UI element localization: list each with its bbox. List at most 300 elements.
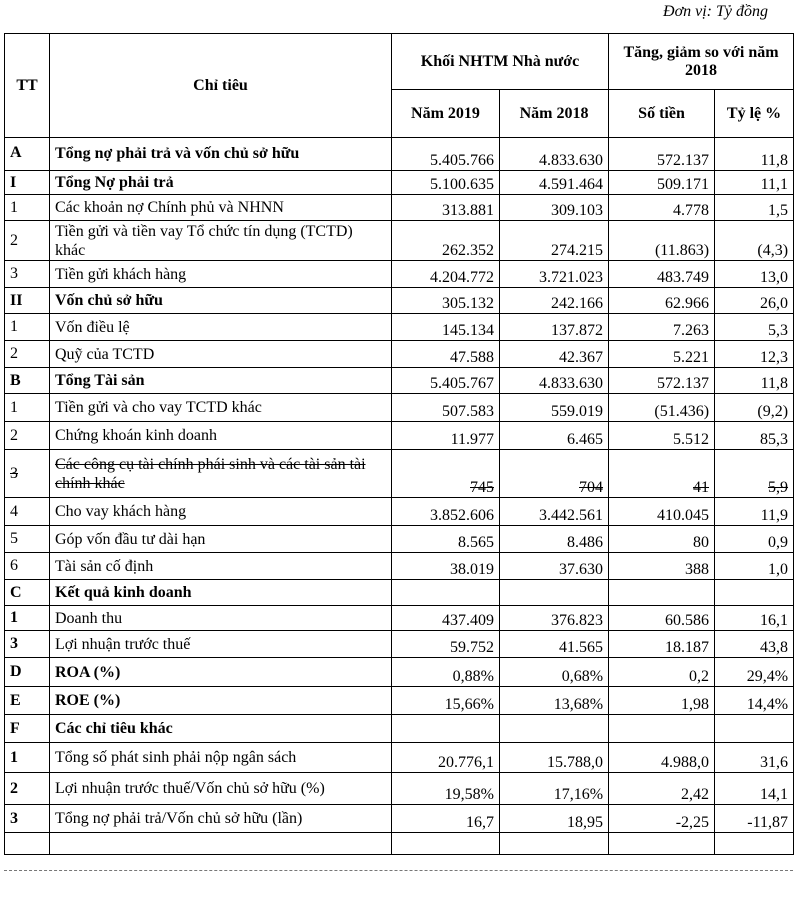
row-name: Vốn điều lệ (55, 318, 130, 336)
row-tt: 6 (10, 557, 18, 574)
table-row (5, 833, 794, 855)
row-year-2018-cell (500, 553, 609, 580)
row-name-cell (50, 553, 392, 580)
row-amount-cell (609, 422, 715, 450)
row-tt: 2 (10, 779, 18, 797)
row-year-2019: 47.588 (450, 349, 494, 366)
row-name: Quỹ của TCTD (55, 345, 155, 363)
row-year-2018: 242.166 (551, 295, 604, 312)
row-year-2019-cell (392, 394, 500, 422)
row-ratio-cell (715, 394, 794, 422)
row-name: Các khoản nợ Chính phủ và NHNN (55, 199, 284, 216)
row-name-cell (50, 368, 392, 394)
row-year-2019-cell (392, 195, 500, 221)
row-year-2019-cell (392, 773, 500, 805)
row-name-cell (50, 171, 392, 195)
row-year-2019-cell (392, 833, 500, 855)
row-ratio-cell (715, 195, 794, 221)
row-tt-cell (5, 422, 50, 450)
row-tt-cell (5, 526, 50, 553)
row-name: Tổng nợ phải trả/Vốn chủ sở hữu (lần) (55, 810, 303, 827)
row-ratio-cell (715, 687, 794, 715)
row-amount: (11.863) (654, 242, 710, 259)
row-ratio-cell (715, 606, 794, 631)
row-year-2018: 13,68% (553, 696, 604, 713)
row-ratio: 0,9 (768, 534, 789, 551)
row-tt: 3 (10, 265, 18, 282)
row-year-2019-cell (392, 526, 500, 553)
table-row (5, 394, 794, 422)
row-year-2018: 18,95 (567, 814, 604, 831)
row-year-2018: 6.465 (567, 431, 604, 448)
row-name: Tổng số phát sinh phải nộp ngân sách (55, 749, 297, 766)
row-amount: 7.263 (673, 322, 710, 339)
row-name: Tổng Tài sản (55, 372, 145, 389)
row-ratio-cell (715, 261, 794, 288)
row-name-cell (50, 314, 392, 341)
row-tt-cell (5, 195, 50, 221)
row-amount-cell (609, 687, 715, 715)
row-ratio-cell (715, 498, 794, 526)
row-year-2019-cell (392, 743, 500, 773)
row-year-2018-cell (500, 138, 609, 171)
row-year-2018: 15.788,0 (547, 754, 604, 771)
row-amount: 4.778 (673, 202, 710, 219)
row-amount-cell (609, 773, 715, 805)
row-year-2019-cell (392, 138, 500, 171)
row-year-2019-cell (392, 314, 500, 341)
header-year-2019: Năm 2019 (392, 90, 500, 138)
row-ratio: 31,6 (760, 754, 789, 771)
row-tt-cell (5, 314, 50, 341)
row-ratio: 13,0 (760, 269, 789, 286)
row-name: Tài sản cố định (55, 557, 154, 575)
row-ratio-cell (715, 580, 794, 606)
table-row (5, 341, 794, 368)
row-name-cell (50, 833, 392, 855)
row-ratio-cell (715, 553, 794, 580)
table-row (5, 422, 794, 450)
row-year-2018-cell (500, 498, 609, 526)
row-amount-cell (609, 658, 715, 687)
row-ratio: 5,3 (768, 322, 789, 339)
row-name-cell (50, 687, 392, 715)
row-tt: 1 (10, 318, 18, 335)
row-year-2018: 3.442.561 (539, 507, 604, 524)
row-amount: 41 (693, 479, 710, 496)
row-amount: 509.171 (657, 176, 710, 193)
row-ratio-cell (715, 450, 794, 498)
row-name: Tiền gửi và tiền vay Tổ chức tín dụng (TCTD) khác (55, 222, 353, 259)
table-row (5, 526, 794, 553)
row-year-2019: 145.134 (442, 322, 494, 339)
table-row (5, 773, 794, 805)
row-amount-cell (609, 221, 715, 261)
row-year-2019-cell (392, 288, 500, 314)
row-year-2019-cell (392, 687, 500, 715)
header-amount: Số tiền (609, 90, 715, 138)
row-year-2019-cell (392, 450, 500, 498)
row-amount: (51.436) (654, 403, 710, 420)
row-amount-cell (609, 261, 715, 288)
row-ratio: 1,5 (768, 202, 789, 219)
table-row (5, 553, 794, 580)
row-amount-cell (609, 171, 715, 195)
row-year-2018-cell (500, 805, 609, 833)
row-year-2018-cell (500, 606, 609, 631)
row-amount-cell (609, 314, 715, 341)
table-row (5, 261, 794, 288)
row-name-cell (50, 450, 392, 498)
row-ratio-cell (715, 422, 794, 450)
row-year-2018: 309.103 (551, 202, 604, 219)
row-year-2018-cell (500, 773, 609, 805)
row-tt-cell (5, 687, 50, 715)
row-year-2019-cell (392, 580, 500, 606)
row-ratio-cell (715, 368, 794, 394)
row-year-2018: 559.019 (551, 403, 604, 420)
row-tt: C (10, 583, 22, 601)
row-amount-cell (609, 368, 715, 394)
row-ratio-cell (715, 138, 794, 171)
row-name: ROE (%) (55, 692, 121, 709)
row-amount: -2,25 (675, 814, 710, 831)
row-year-2019: 313.881 (442, 202, 494, 219)
row-amount: 572.137 (657, 375, 710, 392)
row-tt: 5 (10, 530, 18, 547)
row-name: Các chỉ tiêu khác (55, 720, 173, 737)
row-amount-cell (609, 450, 715, 498)
row-year-2019-cell (392, 341, 500, 368)
row-ratio-cell (715, 314, 794, 341)
row-ratio-cell (715, 171, 794, 195)
row-year-2019: 5.405.766 (430, 152, 494, 169)
row-name-cell (50, 138, 392, 171)
row-name-cell (50, 606, 392, 631)
row-amount-cell (609, 526, 715, 553)
row-tt: 1 (10, 748, 18, 766)
row-name: Doanh thu (55, 609, 123, 627)
row-ratio-cell (715, 773, 794, 805)
row-amount: 4.988,0 (661, 754, 710, 771)
row-name: Cho vay khách hàng (55, 503, 187, 520)
row-year-2018-cell (500, 195, 609, 221)
row-year-2019: 8.565 (458, 534, 494, 551)
row-amount: 572.137 (657, 152, 710, 169)
row-year-2018-cell (500, 341, 609, 368)
row-year-2019: 4.204.772 (430, 269, 494, 286)
row-tt-cell (5, 658, 50, 687)
row-year-2018: 17,16% (553, 786, 604, 803)
row-year-2019: 262.352 (442, 242, 494, 259)
row-year-2018-cell (500, 261, 609, 288)
row-year-2018: 704 (579, 479, 604, 496)
row-ratio: (4,3) (757, 242, 789, 259)
row-year-2018-cell (500, 171, 609, 195)
row-tt: 1 (10, 398, 18, 416)
row-tt-cell (5, 171, 50, 195)
row-name-cell (50, 773, 392, 805)
row-name: Lợi nhuận trước thuế/Vốn chủ sở hữu (%) (55, 780, 325, 797)
row-year-2019: 3.852.606 (430, 507, 494, 524)
row-year-2018-cell (500, 450, 609, 498)
row-tt: II (10, 291, 23, 309)
row-ratio: -11,87 (747, 814, 789, 831)
table-row (5, 314, 794, 341)
row-year-2018: 42.367 (559, 349, 604, 366)
row-tt-cell (5, 805, 50, 833)
row-year-2018-cell (500, 526, 609, 553)
row-amount-cell (609, 341, 715, 368)
table-row (5, 195, 794, 221)
row-amount: 1,98 (681, 696, 710, 713)
row-year-2019-cell (392, 606, 500, 631)
row-amount: 5.512 (673, 431, 710, 448)
row-name-cell (50, 658, 392, 687)
row-name: Chứng khoán kinh doanh (55, 427, 217, 444)
row-name-cell (50, 743, 392, 773)
row-name-cell (50, 288, 392, 314)
header-year-2018: Năm 2018 (500, 90, 609, 138)
row-tt: I (10, 173, 17, 191)
row-tt: 4 (10, 502, 18, 520)
row-ratio: (9,2) (757, 403, 789, 420)
row-year-2018: 4.833.630 (539, 152, 604, 169)
header-group: Khối NHTM Nhà nước (392, 34, 609, 90)
row-amount-cell (609, 631, 715, 658)
row-name-cell (50, 422, 392, 450)
row-tt-cell (5, 138, 50, 171)
table-row (5, 658, 794, 687)
row-tt-cell (5, 261, 50, 288)
row-name: Kết quả kinh doanh (55, 584, 192, 601)
row-ratio-cell (715, 631, 794, 658)
row-name: Tiền gửi và cho vay TCTD khác (55, 399, 262, 416)
row-tt: 3 (10, 635, 18, 652)
row-year-2019-cell (392, 715, 500, 743)
unit-label: Đơn vị: Tỷ đồng (663, 3, 768, 20)
table-row (5, 221, 794, 261)
row-amount-cell (609, 394, 715, 422)
row-name-cell (50, 580, 392, 606)
row-amount-cell (609, 195, 715, 221)
row-year-2018-cell (500, 221, 609, 261)
row-amount: 2,42 (681, 786, 710, 803)
row-tt-cell (5, 394, 50, 422)
header-indicator: Chỉ tiêu (50, 34, 392, 138)
row-name: ROA (%) (55, 663, 121, 681)
row-ratio: 11,9 (760, 507, 789, 524)
row-amount-cell (609, 606, 715, 631)
row-name-cell (50, 195, 392, 221)
row-year-2019-cell (392, 422, 500, 450)
row-year-2019: 305.132 (442, 295, 494, 312)
row-year-2018: 4.833.630 (539, 375, 604, 392)
row-amount: 388 (685, 561, 710, 578)
row-year-2019: 15,66% (444, 696, 494, 713)
table-header (5, 34, 794, 138)
row-name-cell (50, 341, 392, 368)
row-name: Tiền gửi khách hàng (55, 265, 187, 283)
row-ratio: 43,8 (760, 639, 789, 656)
row-ratio-cell (715, 658, 794, 687)
row-amount: 410.045 (657, 507, 710, 524)
row-name-cell (50, 631, 392, 658)
row-amount-cell (609, 805, 715, 833)
row-year-2019-cell (392, 261, 500, 288)
row-amount-cell (609, 833, 715, 855)
row-ratio-cell (715, 221, 794, 261)
row-year-2019-cell (392, 498, 500, 526)
row-name: Góp vốn đầu tư dài hạn (55, 530, 206, 548)
row-ratio: 12,3 (760, 349, 789, 366)
row-year-2018-cell (500, 368, 609, 394)
row-year-2019: 0,88% (452, 668, 494, 685)
row-ratio-cell (715, 526, 794, 553)
row-year-2018-cell (500, 833, 609, 855)
financial-table (4, 33, 794, 855)
row-ratio: 85,3 (760, 431, 789, 448)
row-year-2019: 5.405.767 (430, 375, 494, 392)
row-amount: 60.586 (665, 612, 710, 629)
row-name: Lợi nhuận trước thuế (55, 635, 191, 653)
row-amount-cell (609, 743, 715, 773)
row-tt: 3 (10, 464, 18, 482)
row-year-2019-cell (392, 553, 500, 580)
table-row (5, 288, 794, 314)
row-amount: 5.221 (673, 349, 710, 366)
row-amount: 483.749 (657, 269, 710, 286)
row-year-2018-cell (500, 288, 609, 314)
table-row (5, 715, 794, 743)
row-tt-cell (5, 743, 50, 773)
row-tt-cell (5, 450, 50, 498)
row-ratio: 1,0 (768, 561, 789, 578)
row-tt-cell (5, 498, 50, 526)
row-year-2019-cell (392, 171, 500, 195)
row-year-2018-cell (500, 743, 609, 773)
row-ratio: 16,1 (760, 612, 789, 629)
row-year-2019: 11.977 (450, 431, 494, 448)
row-ratio: 11,8 (760, 375, 789, 392)
row-ratio: 29,4% (746, 668, 789, 685)
row-tt: A (10, 144, 22, 161)
row-ratio: 14,1 (760, 786, 789, 803)
row-tt: 1 (10, 198, 18, 216)
row-year-2019-cell (392, 658, 500, 687)
row-ratio: 26,0 (760, 295, 789, 312)
row-year-2018-cell (500, 314, 609, 341)
row-amount-cell (609, 138, 715, 171)
row-tt: D (10, 663, 22, 680)
table-row (5, 171, 794, 195)
row-tt-cell (5, 288, 50, 314)
row-amount: 80 (693, 534, 710, 551)
row-tt-cell (5, 833, 50, 855)
row-tt-cell (5, 341, 50, 368)
row-year-2018-cell (500, 422, 609, 450)
row-tt: 2 (10, 426, 18, 444)
table-row (5, 580, 794, 606)
row-tt-cell (5, 368, 50, 394)
row-amount-cell (609, 580, 715, 606)
row-year-2018: 274.215 (551, 242, 604, 259)
table-row (5, 631, 794, 658)
table-row (5, 687, 794, 715)
row-name: Vốn chủ sở hữu (55, 292, 163, 309)
row-year-2018: 8.486 (567, 534, 604, 551)
row-year-2018: 4.591.464 (539, 176, 604, 193)
table-row (5, 606, 794, 631)
row-amount-cell (609, 288, 715, 314)
table-row (5, 138, 794, 171)
row-tt: B (10, 371, 21, 389)
row-ratio: 5,9 (768, 479, 789, 496)
row-year-2019: 59.752 (450, 639, 494, 656)
row-tt-cell (5, 715, 50, 743)
row-tt: 3 (10, 809, 18, 827)
row-name-cell (50, 498, 392, 526)
row-ratio-cell (715, 743, 794, 773)
table-body (5, 138, 794, 855)
row-tt: E (10, 691, 21, 709)
row-year-2018-cell (500, 658, 609, 687)
row-amount-cell (609, 498, 715, 526)
row-year-2018-cell (500, 580, 609, 606)
row-year-2018: 137.872 (551, 322, 604, 339)
row-tt-cell (5, 221, 50, 261)
row-name-cell (50, 526, 392, 553)
row-name-cell (50, 261, 392, 288)
row-tt-cell (5, 631, 50, 658)
table-row (5, 450, 794, 498)
row-name: Tổng nợ phải trả và vốn chủ sở hữu (55, 145, 300, 162)
row-year-2019: 19,58% (444, 786, 494, 803)
row-name-cell (50, 221, 392, 261)
row-name-cell (50, 394, 392, 422)
row-year-2018: 376.823 (551, 612, 604, 629)
row-tt-cell (5, 606, 50, 631)
row-ratio-cell (715, 833, 794, 855)
row-tt-cell (5, 773, 50, 805)
row-year-2019-cell (392, 631, 500, 658)
row-year-2019-cell (392, 221, 500, 261)
row-ratio: 11,1 (760, 176, 789, 193)
row-year-2019: 20.776,1 (438, 754, 494, 771)
row-ratio: 14,4% (746, 696, 789, 713)
row-name: Tổng Nợ phải trả (55, 174, 174, 191)
row-year-2018: 41.565 (559, 639, 604, 656)
row-year-2019: 5.100.635 (430, 176, 494, 193)
row-name: Các công cụ tài chính phái sinh và các tài sản tài chính khác (55, 455, 366, 492)
row-amount: 18.187 (665, 639, 710, 656)
row-year-2019: 38.019 (450, 561, 494, 578)
row-year-2019: 16,7 (466, 814, 494, 831)
row-ratio: 11,8 (760, 152, 789, 169)
header-change: Tăng, giảm so với năm 2018 (609, 34, 794, 90)
row-year-2018-cell (500, 631, 609, 658)
row-tt: 2 (10, 231, 18, 249)
row-year-2018: 0,68% (561, 668, 604, 685)
row-tt: F (10, 719, 20, 737)
row-ratio-cell (715, 715, 794, 743)
row-year-2018: 37.630 (559, 561, 604, 578)
row-year-2018: 3.721.023 (539, 269, 604, 286)
row-year-2019: 437.409 (442, 612, 494, 629)
row-tt: 2 (10, 345, 18, 362)
table-row (5, 368, 794, 394)
row-year-2019-cell (392, 805, 500, 833)
